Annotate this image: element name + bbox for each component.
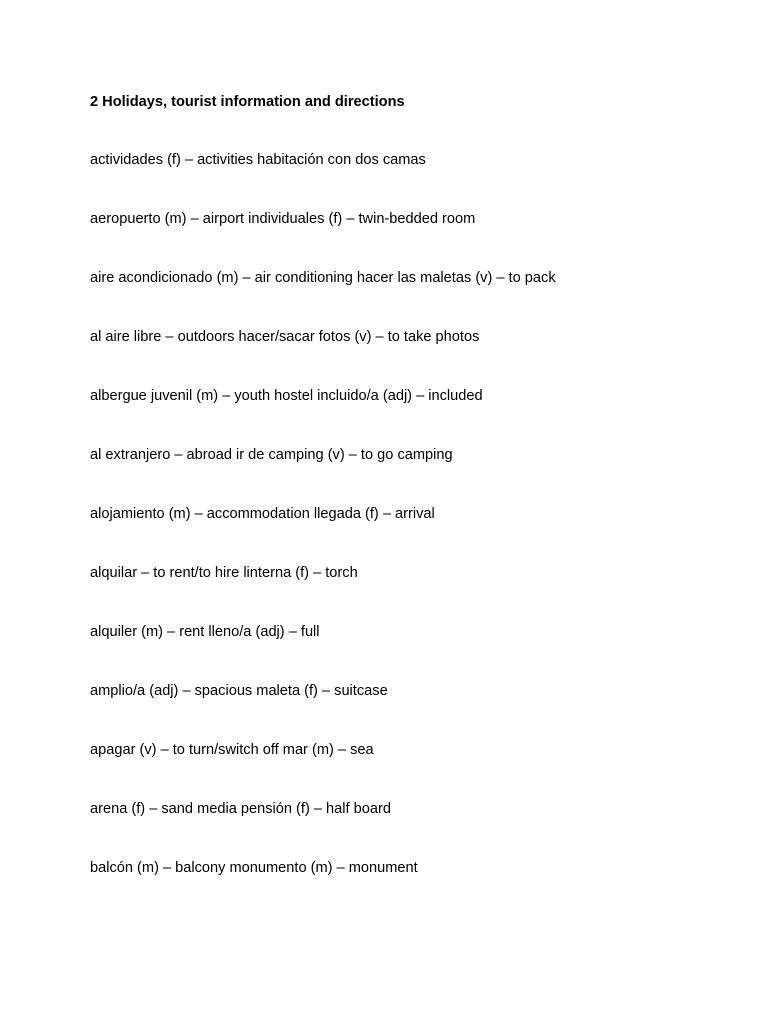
vocabulary-list — [90, 150, 730, 878]
vocabulary-line: amplio/a (adj) – spacious maleta (f) – suitcase — [90, 683, 388, 699]
vocabulary-line: al extranjero – abroad ir de camping (v) – to go camping — [90, 447, 453, 463]
vocabulary-line: albergue juvenil (m) – youth hostel incluido/a (adj) – included — [90, 388, 483, 404]
vocabulary-line: aeropuerto (m) – airport individuales (f) – twin-bedded room — [90, 211, 476, 227]
vocabulary-line: aire acondicionado (m) – air conditioning hacer las maletas (v) – to pack — [90, 270, 556, 286]
vocabulary-line: alojamiento (m) – accommodation llegada (f) – arrival — [90, 506, 435, 522]
section-heading: 2 Holidays, tourist information and directions — [90, 94, 405, 110]
vocabulary-line: alquilar – to rent/to hire linterna (f) – torch — [90, 565, 358, 581]
vocabulary-line: balcón (m) – balcony monumento (m) – monument — [90, 860, 418, 876]
vocabulary-line: al aire libre – outdoors hacer/sacar fotos (v) – to take photos — [90, 329, 480, 345]
vocabulary-line: arena (f) – sand media pensión (f) – half board — [90, 801, 391, 817]
vocabulary-line: apagar (v) – to turn/switch off mar (m) – sea — [90, 742, 374, 758]
vocabulary-line: alquiler (m) – rent lleno/a (adj) – full — [90, 624, 320, 640]
vocabulary-line: actividades (f) – activities habitación con dos camas — [90, 152, 426, 168]
document-page — [90, 92, 730, 878]
